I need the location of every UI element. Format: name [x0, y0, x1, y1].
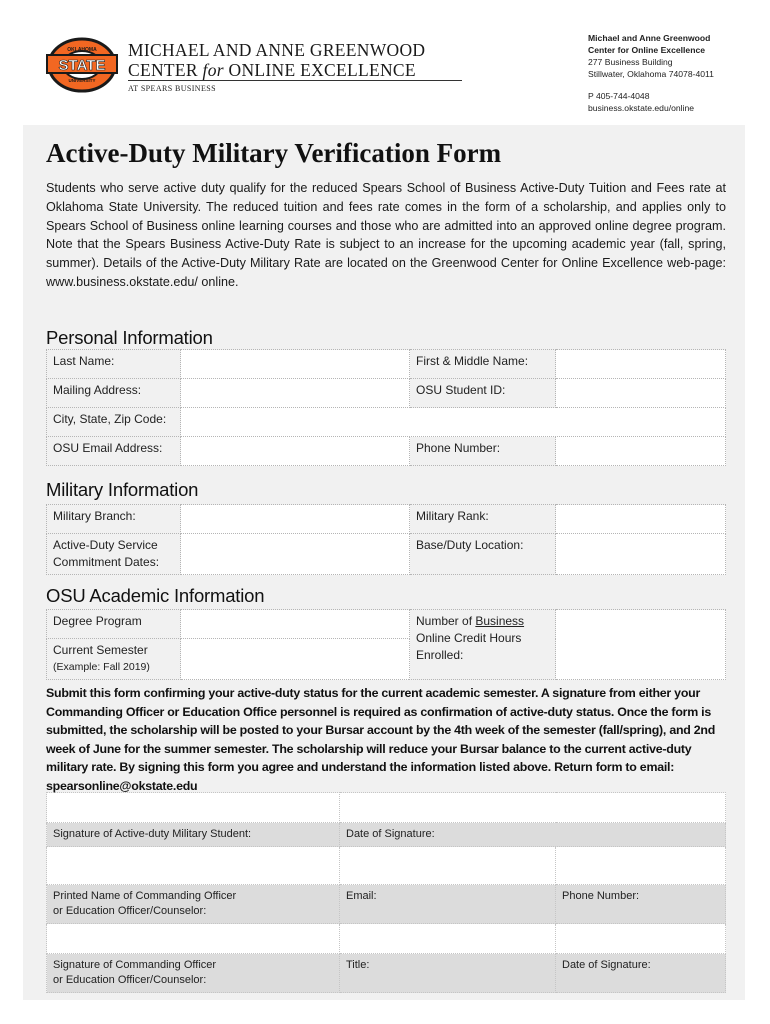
credit-hours-line1-a: Number of	[416, 614, 476, 628]
credit-hours-line3: Enrolled:	[416, 648, 464, 662]
degree-program-field[interactable]	[181, 610, 410, 639]
credit-hours-business: Business	[475, 614, 525, 628]
officer-email-label: Email:	[340, 885, 556, 924]
address-phone: P 405-744-4048	[588, 91, 650, 101]
signature-table	[46, 792, 726, 993]
current-semester-label	[47, 639, 181, 680]
address-street: 277 Business Building	[588, 57, 673, 67]
academic-info-table	[46, 609, 726, 680]
base-location-label: Base/Duty Location:	[410, 534, 556, 575]
student-signature-field[interactable]	[47, 793, 340, 823]
spears-subtitle: AT SPEARS BUSINESS	[128, 84, 216, 93]
last-name-label: Last Name:	[47, 350, 181, 379]
header-divider	[128, 80, 462, 81]
center-name	[128, 40, 425, 80]
student-id-label: OSU Student ID:	[410, 379, 556, 408]
logo-main-text: STATE	[58, 57, 106, 74]
military-rank-field[interactable]	[556, 505, 726, 534]
service-dates-label-line1: Active-Duty Service	[53, 538, 158, 552]
officer-signature-label	[47, 954, 340, 993]
degree-program-label: Degree Program	[47, 610, 181, 639]
center-line2-a: CENTER	[128, 60, 203, 80]
officer-title-label: Title:	[340, 954, 556, 993]
officer-phone-label: Phone Number:	[556, 885, 726, 924]
address-web: business.okstate.edu/online	[588, 103, 695, 113]
officer-email-field[interactable]	[340, 847, 556, 885]
personal-info-table	[46, 349, 726, 466]
logo-bottom-text: UNIVERSITY	[68, 78, 96, 83]
address-name-line1: Michael and Anne Greenwood	[588, 33, 711, 43]
base-location-field[interactable]	[556, 534, 726, 575]
officer-signature-date-field[interactable]	[556, 924, 726, 954]
officer-signature-date-label: Date of Signature:	[556, 954, 726, 993]
address-name-line2: Center for Online Excellence	[588, 45, 706, 55]
service-dates-label-line2: Commitment Dates:	[53, 555, 160, 569]
officer-printed-name-label	[47, 885, 340, 924]
center-line2-for: for	[202, 60, 224, 80]
credit-hours-label	[410, 610, 556, 680]
officer-title-field[interactable]	[340, 924, 556, 954]
phone-number-field[interactable]	[556, 437, 726, 466]
military-branch-field[interactable]	[181, 505, 410, 534]
osu-logo	[46, 37, 118, 93]
mailing-address-label: Mailing Address:	[47, 379, 181, 408]
submission-note: Submit this form confirming your active-duty status for the current academic semester. A signature from either your Commanding Officer or Education Office personnel is required as confirmation of active-duty status. Once the form is submitted, the scholarship will be posted to your Bursar account by the 4th week of the semester (fall/spring), and 2nd week of June for the summer semester. The scholarship will reduce your Bursar balance to the current active-duty military rate. By signing this form you agree and understand the information listed above. Return form to email: spearsonline@okstate.edu	[46, 686, 716, 793]
current-semester-example: (Example: Fall 2019)	[53, 661, 150, 673]
academic-info-heading: OSU Academic Information	[46, 585, 265, 606]
officer-printed-name-line1: Printed Name of Commanding Officer	[53, 890, 237, 902]
phone-number-label: Phone Number:	[410, 437, 556, 466]
osu-email-label: OSU Email Address:	[47, 437, 181, 466]
signature-date-field[interactable]	[340, 793, 726, 823]
first-middle-name-label: First & Middle Name:	[410, 350, 556, 379]
form-title: Active-Duty Military Verification Form	[46, 138, 502, 168]
officer-printed-name-line2: or Education Officer/Counselor:	[53, 905, 207, 917]
service-dates-field[interactable]	[181, 534, 410, 575]
address-block	[588, 32, 714, 114]
city-state-zip-label: City, State, Zip Code:	[47, 408, 181, 437]
credit-hours-line2: Online Credit Hours	[416, 631, 522, 645]
city-state-zip-field[interactable]	[181, 408, 726, 437]
current-semester-text: Current Semester	[53, 643, 148, 657]
military-branch-label: Military Branch:	[47, 505, 181, 534]
address-city: Stillwater, Oklahoma 74078-4011	[588, 69, 714, 79]
credit-hours-line1	[416, 613, 549, 630]
officer-signature-line1: Signature of Commanding Officer	[53, 959, 217, 971]
osu-email-field[interactable]	[181, 437, 410, 466]
military-info-heading: Military Information	[46, 479, 199, 500]
first-middle-name-field[interactable]	[556, 350, 726, 379]
military-rank-label: Military Rank:	[410, 505, 556, 534]
officer-signature-field[interactable]	[47, 924, 340, 954]
officer-printed-name-field[interactable]	[47, 847, 340, 885]
center-name-line1: MICHAEL AND ANNE GREENWOOD	[128, 40, 426, 60]
center-name-line2	[128, 60, 425, 80]
signature-date-label: Date of Signature:	[340, 823, 726, 847]
service-dates-label	[47, 534, 181, 575]
center-line2-b: ONLINE EXCELLENCE	[223, 60, 416, 80]
student-signature-label: Signature of Active-duty Military Student:	[47, 823, 340, 847]
officer-phone-field[interactable]	[556, 847, 726, 885]
credit-hours-field[interactable]	[556, 610, 726, 680]
mailing-address-field[interactable]	[181, 379, 410, 408]
logo-top-text: OKLAHOMA	[67, 47, 97, 53]
military-info-table	[46, 504, 726, 575]
personal-info-heading: Personal Information	[46, 327, 213, 348]
officer-signature-line2: or Education Officer/Counselor:	[53, 974, 207, 986]
student-id-field[interactable]	[556, 379, 726, 408]
intro-paragraph: Students who serve active duty qualify for the reduced Spears School of Business Active-Duty Tuition and Fees rate at Oklahoma State University. The reduced tuition and fees rate comes in the form of a scholarship, and applies only to Spears School of Business online learning courses and those who are admitted into an approved online degree program. Note that the Spears Business Active-Duty Rate is subject to an increase for the upcoming academic year (fall, spring, summer). Details of the Active-Duty Military Rate are located on the Greenwood Center for Online Excellence web-page: www.business.okstate.edu/ online.	[46, 181, 726, 289]
current-semester-field[interactable]	[181, 639, 410, 680]
last-name-field[interactable]	[181, 350, 410, 379]
